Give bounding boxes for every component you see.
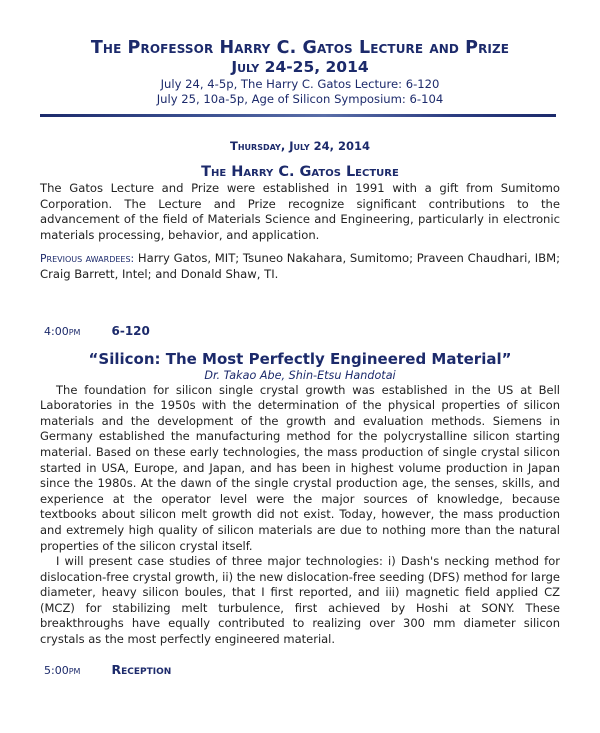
- header-divider: [40, 114, 556, 117]
- schedule-event: Reception: [111, 661, 172, 677]
- section-description: The Gatos Lecture and Prize were established in 1991 with a gift from Sumitomo Corporation. The Lecture and Prize recognize significant contributions to the advancement of the field of Materials Science and Engineering, particularly in electronic materials processing, behavior, and application.: [40, 181, 560, 242]
- talk-abstract-2: [40, 554, 560, 648]
- previous-awardees-list: Harry Gatos, MIT; Tsuneo Nakahara, Sumitomo; Praveen Chaudhari, IBM; Craig Barrett, Intel; and Donald Shaw, TI.: [40, 251, 560, 281]
- schedule-row: [44, 662, 600, 679]
- schedule-time: 5:00pm: [44, 663, 81, 677]
- schedule-time: 4:00pm: [44, 324, 81, 338]
- previous-awardees: [40, 251, 560, 282]
- document-header: [0, 38, 600, 107]
- talk-speaker: Dr. Takao Abe, Shin-Etsu Handotai: [204, 368, 396, 382]
- event-dates: July 24-25, 2014: [231, 58, 369, 76]
- abstract-paragraph: I will present case studies of three major technologies: i) Dash's necking method for dislocation-free crystal growth, ii) the new dislocation-free seeding (DFS) method for large diameter, heavy silicon boules, that I first reported, and iii) magnetic field applied CZ (MCZ) for stabilizing melt turbulence, first achieved by Hoshi at SONY. These breakthroughs have equally contributed to realizing over 300 mm diameter silicon crystals as the most perfectly engineered material.: [40, 554, 561, 647]
- day-heading: Thursday, July 24, 2014: [230, 139, 370, 153]
- event-line-symposium: July 25, 10a-5p, Age of Silicon Symposium: 6-104: [156, 92, 444, 106]
- talk-title: “Silicon: The Most Perfectly Engineered Material”: [88, 349, 512, 368]
- event-line-lecture: July 24, 4-5p, The Harry C. Gatos Lecture: 6-120: [160, 77, 440, 91]
- section-title: The Harry C. Gatos Lecture: [201, 164, 399, 180]
- abstract-paragraph: The foundation for silicon single crystal growth was established in the US at Bell Laboratories in the 1950s with the determination of the physical properties of silicon materials and the development of the growth and evaluation methods. Siemens in Germany established the manufacturing method for the polycrystalline silicon starting material. Based on these early technologies, the mass production of single crystal silicon started in USA, Europe, and Japan, and has been in highest volume production in Japan since the 1980s. At the dawn of the single crystal production age, the senses, skills, and experience at the operator level were the major sources of knowledge, because textbooks about silicon melt growth did not exist. Today, however, the mass production and extremely high quality of silicon materials are due to nothing more than the natural properties of the silicon crystal itself.: [40, 382, 560, 553]
- schedule-location: 6-120: [111, 323, 150, 338]
- previous-awardees-label: Previous awardees:: [40, 252, 135, 266]
- talk-abstract-1: [40, 383, 560, 555]
- schedule-row: [44, 323, 600, 340]
- event-title: The Professor Harry C. Gatos Lecture and Prize: [90, 38, 510, 58]
